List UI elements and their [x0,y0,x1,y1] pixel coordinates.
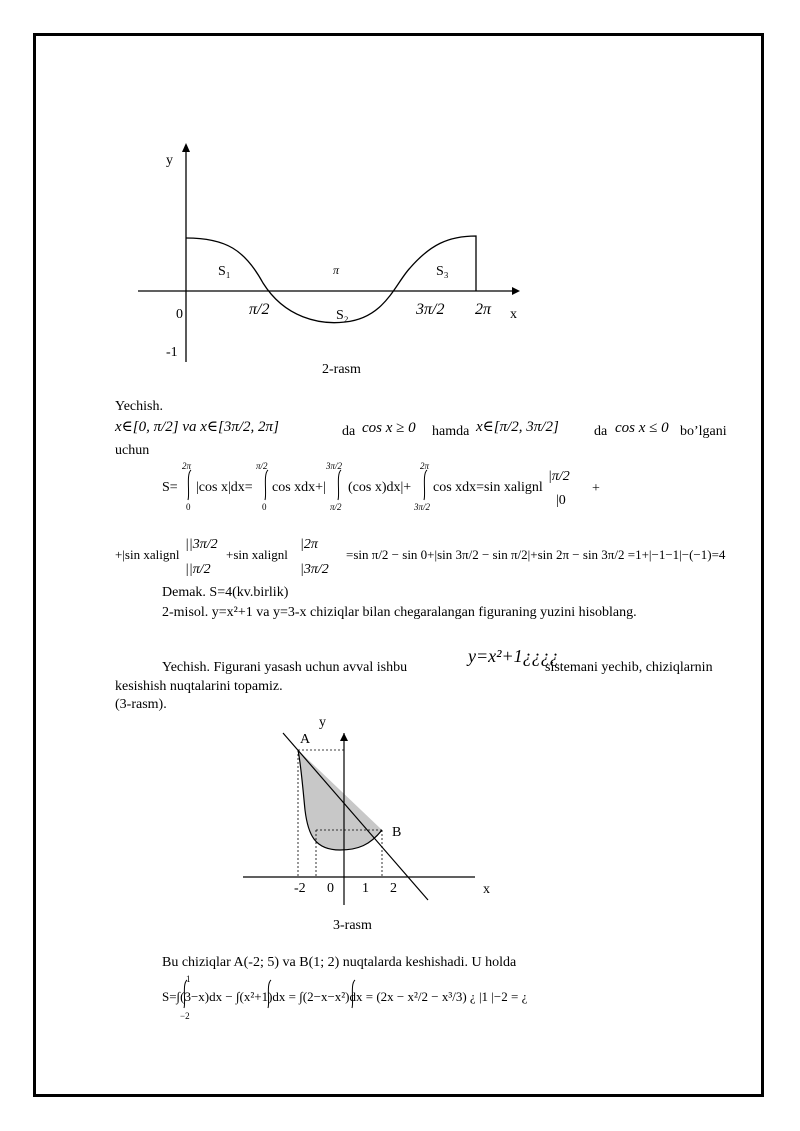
final-text: Bu chiziqlar A(-2; 5) va B(1; 2) nuqtalarda keshishadi. U holda [162,955,517,970]
int1-l3-top: 3π/2 [326,461,343,471]
fig3-tick-label: -2 [294,881,306,896]
final-lim-top: 1 [186,974,191,984]
fig3-tick-label: 2 [390,881,397,896]
fig2-pi-half-label: π/2 [249,301,270,318]
int1-l1-bot: 0 [186,502,191,512]
solution-heading: Yechish. [115,399,163,414]
fig3-caption: 3-rasm [333,918,372,933]
int1-l2-bot: 0 [262,502,267,512]
condition-2: x∈[π/2, 3π/2] [476,419,559,435]
int2-eval2-bot: |3π/2 [300,562,329,577]
example2-line3: (3-rasm). [115,697,167,712]
fig2-three-pi-half-label: 3π/2 [416,301,445,318]
fig3-tick-label: 1 [362,881,369,896]
int1-l4-bot: 3π/2 [414,502,431,512]
fig2-s3-label: S₃ [436,264,449,279]
fig2-pi-label: π [333,263,340,277]
yechish-part-b: sistemani yechib, chiziqlarnin [545,660,713,675]
int1-term3: (cos x)dx|+ [348,480,412,495]
int2-eval1-top: ||3π/2 [185,537,218,552]
bolgani-word: bo’lgani [680,424,727,439]
int2-part1: +|sin xalignl [115,547,180,562]
int1-l3-bot: π/2 [330,502,342,512]
example2-line2: kesishish nuqtalarini topamiz. [115,679,283,694]
fig2-s2-label: S₂ [336,308,349,323]
int1-l4-top: 2π [420,461,430,471]
int1-term4: cos xdx=sin xalignl [433,480,543,495]
yechish-part-a: Yechish. Figurani yasash uchun avval ishbu [162,660,408,675]
int1-l2-top: π/2 [256,461,268,471]
da-1: da [342,424,356,439]
fig2-y-label: y [166,153,173,168]
da-2: da [594,424,608,439]
system-equation: y=x²+1¿¿¿¿ [468,646,559,666]
int2-mid: +sin xalignl [226,547,288,562]
hamda-word: hamda [432,424,470,439]
demak-line: Demak. S=4(kv.birlik) [162,585,289,600]
fig3-y-label: y [319,715,326,730]
fig2-caption: 2-rasm [322,362,361,377]
int1-eval-bot: |0 [556,493,566,508]
int2-eval1-bot: ||π/2 [185,562,211,577]
int1-eval-top: |π/2 [548,469,570,484]
example2-statement: 2-misol. y=x²+1 va y=3-x chiziqlar bilan chegaralangan figuraning yuzini hisoblang. [162,605,637,620]
cos-ge-zero: cos x ≥ 0 [362,420,416,436]
final-formula: S=∫(3−x)dx − ∫(x²+1)dx = ∫(2−x−x²)dx = (2x − x²/2 − x³/3) ¿ |1 |−2 = ¿ [162,989,528,1004]
int1-term2: cos xdx+| [272,480,326,495]
int1-l1-top: 2π [182,461,192,471]
condition-1: x∈[0, π/2] va x∈[3π/2, 2π] [115,419,279,435]
int2-rhs: =sin π/2 − sin 0+|sin 3π/2 − sin π/2|+sin 2π − sin 3π/2 =1+|−1−1|−(−1)=4 [346,547,726,562]
fig2-origin-label: 0 [176,307,183,322]
fig2-minus-one-label: -1 [166,345,178,360]
fig2-s1-label: S₁ [218,264,231,279]
cos-le-zero: cos x ≤ 0 [615,420,669,436]
uchun-word: uchun [115,443,150,458]
final-lim-bot: −2 [180,1011,190,1021]
int1-lhs: S= [162,480,178,495]
fig3-point-a: A [300,732,311,747]
fig3-tick-label: 0 [327,881,334,896]
int1-plus: + [592,481,600,496]
fig2-two-pi-label: 2π [475,301,492,318]
fig3-x-label: x [483,882,490,897]
int2-eval2-top: |2π [300,537,318,552]
int1-term1: |cos x|dx= [196,480,253,495]
fig3-point-b: B [392,825,402,840]
fig2-x-label: x [510,307,517,322]
